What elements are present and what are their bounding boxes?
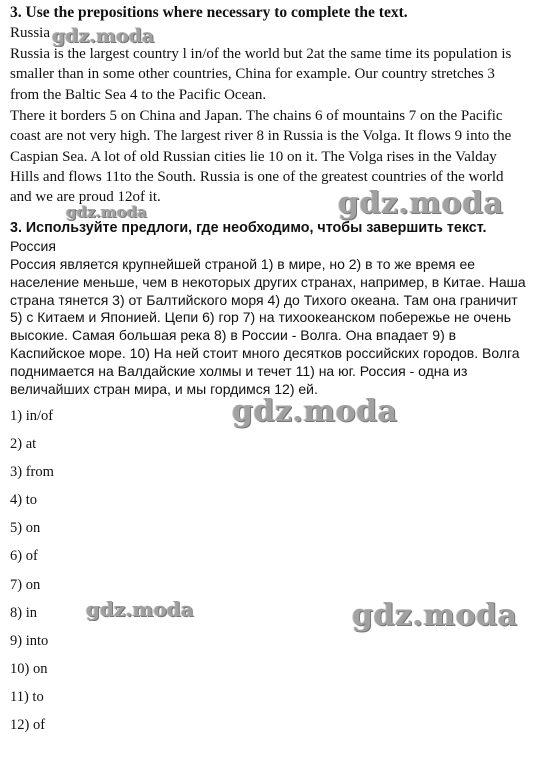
answer-item: 7) on: [10, 576, 41, 593]
answer-item: 12) of: [10, 717, 46, 734]
answer-list: [10, 407, 54, 744]
watermark-logo: gdz.moda: [52, 25, 155, 47]
watermark-logo: gdz.moda: [352, 598, 518, 633]
answer-item: 9) into: [10, 632, 49, 649]
watermark-logo: gdz.moda: [86, 597, 194, 621]
answer-item: 4) to: [10, 492, 37, 509]
answer-item: 11) to: [10, 688, 44, 705]
text-title-en: Russia: [10, 25, 51, 41]
answer-item: 8) in: [10, 604, 37, 621]
exercise-heading-ru: 3. Используйте предлоги, где необходимо, чтобы завершить текст.: [10, 220, 487, 236]
watermark-logo: gdz.moda: [66, 203, 147, 221]
answer-item: 6) of: [10, 548, 38, 565]
answer-item: 2) at: [10, 436, 37, 453]
paragraph-1-en: Russia is the largest country l in/of the world but 2at the same time its population is smaller than in some other countries, China for example. Our country stretches 3 from the Baltic Sea 4 to the Pacific Ocean.: [10, 46, 512, 103]
exercise-heading-en: 3. Use the prepositions where necessary to complete the text.: [10, 4, 408, 21]
paragraph-2-en: There it borders 5 on China and Japan. The chains 6 of mountains 7 on the Pacific coast are not very high. The largest river 8 in Russia is the Volga. It flows 9 into the Caspian Sea. A lot of old Russian cities lie 10 on it. The Volga rises in the Valday Hills and flows 11to the South. Russia is one of the greatest countries of the world and we are proud 12of it.: [10, 108, 512, 206]
paragraph-ru: Россия является крупнейшей страной 1) в мире, но 2) в то же время ее население меньше, чем в некоторых других странах, например, в Китае. Наша страна тянется 3) от Балтийского моря 4) до Тихого океана. Там она граничит 5) с Китаем и Японией. Цепи 6) гор 7) на тихоокеанском побережье не очень высокие. Самая большая река 8) в России - Волга. Она впадает 9) в Каспийское море. 10) На ней стоит много десятков российских городов. Волга поднимается на Валдайские холмы и течет 11) на юг. Россия - одна из величайших стран мира, и мы гордимся 12) ей.: [10, 256, 526, 397]
watermark-logo: gdz.moda: [232, 394, 398, 429]
answer-item: 3) from: [10, 464, 54, 481]
watermark-logo: gdz.moda: [338, 186, 504, 221]
answer-item: 10) on: [10, 660, 48, 677]
text-title-ru: Россия: [10, 238, 56, 254]
answer-item: 5) on: [10, 520, 41, 537]
answer-item: 1) in/of: [10, 408, 54, 424]
